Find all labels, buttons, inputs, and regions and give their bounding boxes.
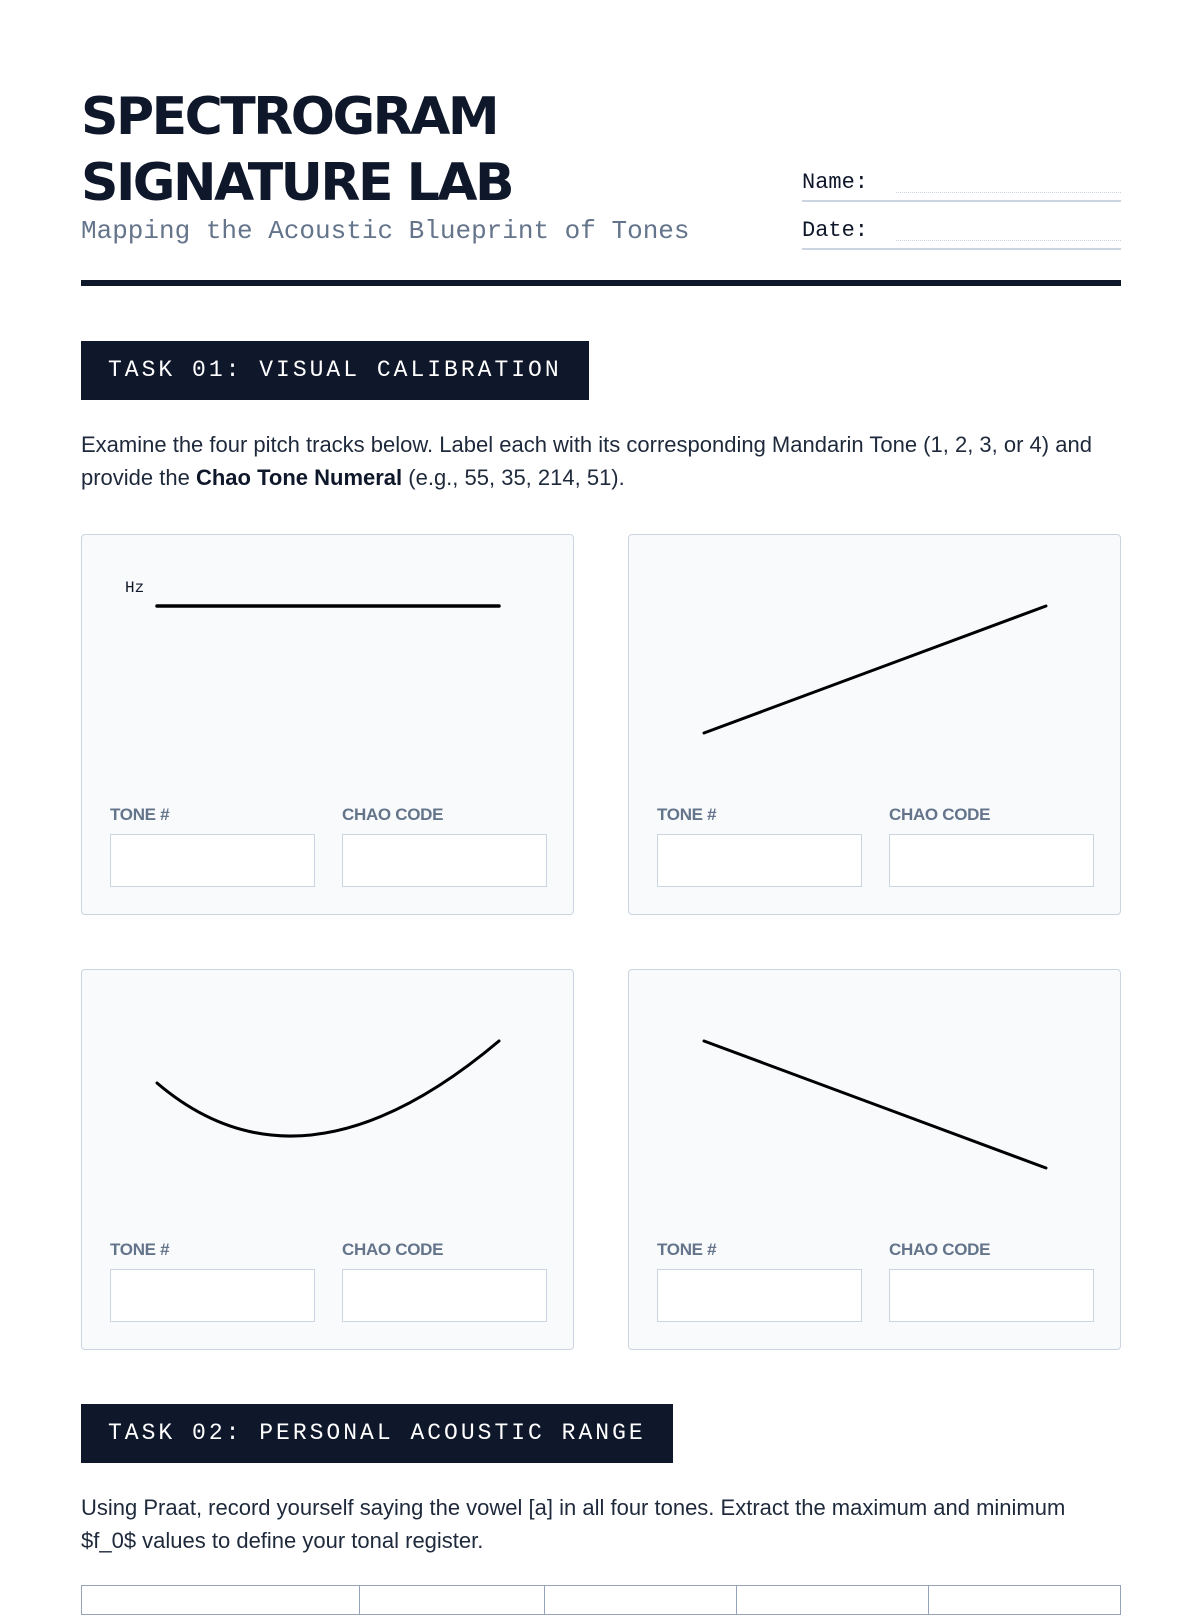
table-column-divider (736, 1586, 737, 1614)
chao-code-label: CHAO CODE (889, 805, 991, 824)
task-1-instructions-bold: Chao Tone Numeral (195, 465, 403, 490)
tone-number-input[interactable] (657, 1269, 862, 1322)
pitch-track-plot-1 (82, 535, 575, 795)
pitch-track-plot-4 (629, 970, 1122, 1230)
table-column-divider (928, 1586, 929, 1614)
name-field[interactable] (802, 170, 1121, 202)
range-table (81, 1585, 1121, 1615)
pitch-track-card-4 (628, 969, 1121, 1350)
task-2-heading: TASK 02: PERSONAL ACOUSTIC RANGE (81, 1404, 673, 1463)
chao-code-label: CHAO CODE (342, 1240, 444, 1259)
task-2-instructions: Using Praat, record yourself saying the vowel [a] in all four tones. Extract the maximum and minimum $f_0$ values to define your tonal register. (81, 1495, 1066, 1553)
pitch-track-plot-3 (82, 970, 575, 1230)
task-1-instructions (81, 428, 1121, 494)
pitch-track-card-1 (81, 534, 574, 915)
title-line-2: SIGNATURE LAB (81, 153, 513, 213)
table-column-divider (544, 1586, 545, 1614)
chao-code-input[interactable] (889, 834, 1094, 887)
date-write-line[interactable] (896, 240, 1121, 241)
page-title (81, 84, 512, 216)
chao-code-label: CHAO CODE (889, 1240, 991, 1259)
pitch-contour-dipping (157, 1041, 499, 1136)
tone-number-label: TONE # (657, 1240, 717, 1259)
date-label: Date: (802, 218, 869, 243)
pitch-track-plot-2 (629, 535, 1122, 795)
chao-code-label: CHAO CODE (342, 805, 444, 824)
chao-code-input[interactable] (342, 1269, 547, 1322)
page-subtitle: Mapping the Acoustic Blueprint of Tones (81, 216, 690, 246)
chao-code-input[interactable] (342, 834, 547, 887)
task-1-instructions-text: Examine the four pitch tracks below. Label each with its corresponding Mandarin Tone (1, 2, 3, or 4) and provide the (81, 432, 1092, 490)
name-label: Name: (802, 170, 869, 195)
tone-number-label: TONE # (110, 805, 170, 824)
task-1-heading: TASK 01: VISUAL CALIBRATION (81, 341, 589, 400)
table-column-divider (359, 1586, 360, 1614)
pitch-contour-falling (704, 1041, 1046, 1168)
tone-number-input[interactable] (110, 1269, 315, 1322)
pitch-contour-rising (704, 606, 1046, 733)
pitch-track-card-3 (81, 969, 574, 1350)
tone-number-input[interactable] (657, 834, 862, 887)
title-line-1: SPECTROGRAM (81, 87, 498, 147)
axis-label-hz: Hz (125, 579, 145, 597)
worksheet-header (81, 84, 1121, 284)
tone-number-input[interactable] (110, 834, 315, 887)
tone-number-label: TONE # (110, 1240, 170, 1259)
name-write-line[interactable] (896, 192, 1121, 193)
date-field[interactable] (802, 218, 1121, 250)
task-1-instructions-tail: (e.g., 55, 35, 214, 51). (402, 465, 625, 490)
header-divider (81, 280, 1121, 286)
tone-number-label: TONE # (657, 805, 717, 824)
pitch-track-card-2 (628, 534, 1121, 915)
chao-code-input[interactable] (889, 1269, 1094, 1322)
